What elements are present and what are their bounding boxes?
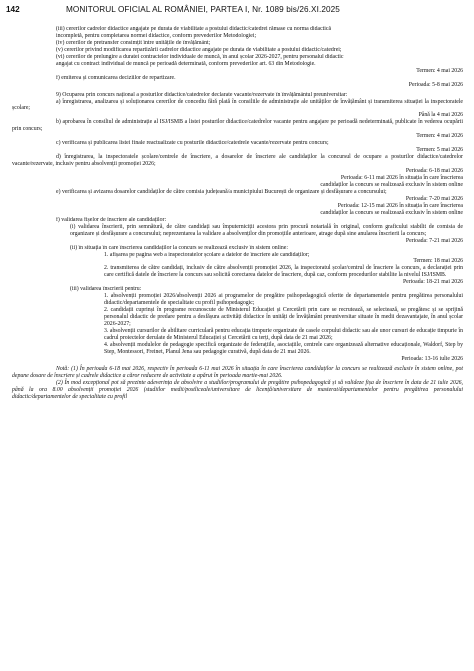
- paragraph: 2. candidații cuprinși în programe recunoscute de Ministerul Educației și Cercetării prin care se recrutează, se selectează, se pregătesc și se sprijină personalul didactic de predare pentru a desfășura activități didactice în unități de învățământ preuniversitar situate în medii dezavantajate, în anul școlar 2026-2027;: [104, 307, 463, 328]
- deadline-line: Perioada: 12-15 mai 2026 în situația în care înscrierea: [337, 202, 463, 209]
- deadline-line: Perioada: 6-18 mai 2026: [405, 168, 463, 175]
- paragraph: (iii) validarea înscrierii pentru:: [70, 286, 142, 293]
- paragraph: 1. absolvenții promoției 2026/absolvenții 2026 ai programelor de pregătire psihopedagogică oferite de departamentele pentru pregătirea personalului didactic/departamentele de specialitate cu profil psihopedagogic;: [104, 293, 463, 307]
- paragraph: (i) validarea înscrierii, prin semnătură, de către candidați sau împuterniciții acestora prin procură notarială în original, conform graficului stabilit de comisia de organizare și desfășurare a concursului; neprezentarea la validare a absolvenților din promoțiile anterioare, atrage după sine anularea înscrierii la concurs;: [70, 223, 463, 237]
- paragraph: e) verificarea și avizarea dosarelor candidaților de către comisia județeană/a municipiului București de organizare și desfășurare a concursului;: [56, 188, 387, 195]
- paragraph: b) aprobarea în consiliul de administrație al ISJ/ISMB a listei posturilor didactice/catedrelor vacante pentru angajare pe perioadă nedeterminată, publicate în vederea ocupării prin concurs;: [12, 119, 463, 133]
- paragraph: (2) În mod excepțional pot să prezinte adeverința de absolvire a studiilor/programului de pregătire psihopedagogică și să valideze fișa de înscriere în data de 21 iulie 2026, până la ora 8.00 absolvenții promoției 2026 (studiilor medii/postliceale/universitare de licență/universitare de masterat/departamentelor pentru pregătirea personalului didactic/departamentelor de specialitate cu profil: [12, 379, 463, 400]
- deadline-line: Perioada: 5-8 mai 2026: [408, 81, 463, 88]
- paragraph: f) validarea fișelor de înscriere ale candidaților:: [56, 216, 167, 223]
- paragraph: 1. afișarea pe pagina web a inspectoratelor școlare a datelor de înscriere ale candidaților;: [104, 251, 310, 258]
- deadline-line: candidaților la concurs se realizează exclusiv în sistem online: [320, 209, 463, 216]
- deadline-line: candidaților la concurs se realizează exclusiv în sistem online: [320, 181, 463, 188]
- page-header: [6, 5, 468, 17]
- paragraph: 4. absolvenții modulelor de pedagogie specifică organizate de federațiile, asociațiile, centrele care organizează alternative educaționale, Waldorf, Step by Step, Montessori, Freinet, Planul Jena sau pedagogie curativă, după data de 21 mai 2026.: [104, 341, 463, 355]
- paragraph: (vi) cererilor de prelungire a duratei contractelor individuale de muncă, în anul școlar 2026-2027, pentru personalul didactic: [56, 53, 344, 60]
- paragraph: 3. absolvenții cursurilor de abilitare curriculară pentru educația timpurie organizate de casele corpului didactic sau ale unor cursuri de educație timpurie în cadrul proiectelor derulate de Ministerul Educației și Cercetării cu terți, după data de 21 mai 2026;: [104, 327, 463, 341]
- paragraph: Notă: (1) În perioada 6-18 mai 2026, respectiv în perioada 6-11 mai 2026 în situația în care înscrierea candidaților la concurs se realizează exclusiv în sistem online, pot depune dosare de înscriere și cadrele didactice a căror reducere de activitate a apărut în perioada martie-mai 2026.: [12, 365, 463, 379]
- deadline-line: Perioada: 18-21 mai 2026: [402, 279, 463, 286]
- deadline-line: Termen: 4 mai 2026: [416, 67, 463, 74]
- deadline-line: Perioada: 7-21 mai 2026: [405, 237, 463, 244]
- publication-title: MONITORUL OFICIAL AL ROMÂNIEI, PARTEA I, Nr. 1089 bis/26.XI.2025: [66, 5, 340, 14]
- paragraph: (iv) cererilor de pretransfer consimțit între unitățile de învățământ;: [56, 39, 211, 46]
- deadline-line: Perioada: 7-20 mai 2026: [405, 195, 463, 202]
- paragraph: (ii) în situația în care înscrierea candidaților la concurs se realizează exclusiv în sistem online:: [70, 244, 288, 251]
- paragraph: incompletă, pentru completarea normei didactice, conform prevederilor Metodologiei;: [56, 32, 257, 39]
- paragraph: c) verificarea și publicarea listei finale reactualizate cu posturile didactice/catedrele vacante/rezervate pentru concurs;: [56, 140, 329, 147]
- paragraph: 2. transmiterea de către candidați, inclusiv de către absolvenții promoției 2026, la inspectoratul școlar/centrul de înscriere la concurs, a declarației prin care certifică datele de înscriere la concurs sau solicită corectarea datelor de înscriere, după caz, conform procedurilor stabilite la nivelul ISJ/ISMB.: [104, 265, 463, 279]
- paragraph: angajat cu contract individual de muncă pe perioadă determinată, conform prevederilor art. 63 din Metodologie.: [56, 60, 316, 67]
- paragraph: (iii) cererilor cadrelor didactice angajate pe durata de viabilitate a postului didactic/catedrei rămase cu norma didactică: [56, 26, 332, 32]
- page-number: 142: [6, 5, 20, 14]
- paragraph: 9) Ocuparea prin concurs național a posturilor didactice/catedrelor declarate vacante/rezervate în învățământul preuniversitar:: [56, 91, 348, 98]
- deadline-line: Perioada: 13-16 iulie 2026: [401, 355, 463, 362]
- paragraph: f) emiterea și comunicarea deciziilor de repartizare.: [56, 74, 176, 81]
- document-body: [12, 26, 463, 401]
- paragraph: (v) cererilor privind modificarea repartizării cadrelor didactice angajate pe durata de viabilitate a postului didactic/catedrei;: [56, 46, 342, 53]
- deadline-line: Termen: 5 mai 2026: [416, 147, 463, 154]
- deadline-line: Perioada: 6-11 mai 2026 în situația în care înscrierea: [340, 175, 463, 182]
- deadline-line: Termen: 4 mai 2026: [416, 133, 463, 140]
- paragraph: d) înregistrarea, la inspectoratele școlare/centrele de înscriere, a dosarelor de înscriere ale candidaților la concursul de ocupare a posturilor didactice/catedrelor vacante/rezervate, inclusiv pentru absolvenții promoției 2026;: [12, 154, 463, 168]
- deadline-line: Până la 4 mai 2026: [418, 112, 463, 119]
- deadline-line: Termen: 18 mai 2026: [413, 258, 463, 265]
- paragraph: a) înregistrarea, analizarea și soluționarea cererilor de concediu fără plată în consiliile de administrație ale unităților de învățământ și transmiterea situației la inspectoratele școlare;: [12, 98, 463, 112]
